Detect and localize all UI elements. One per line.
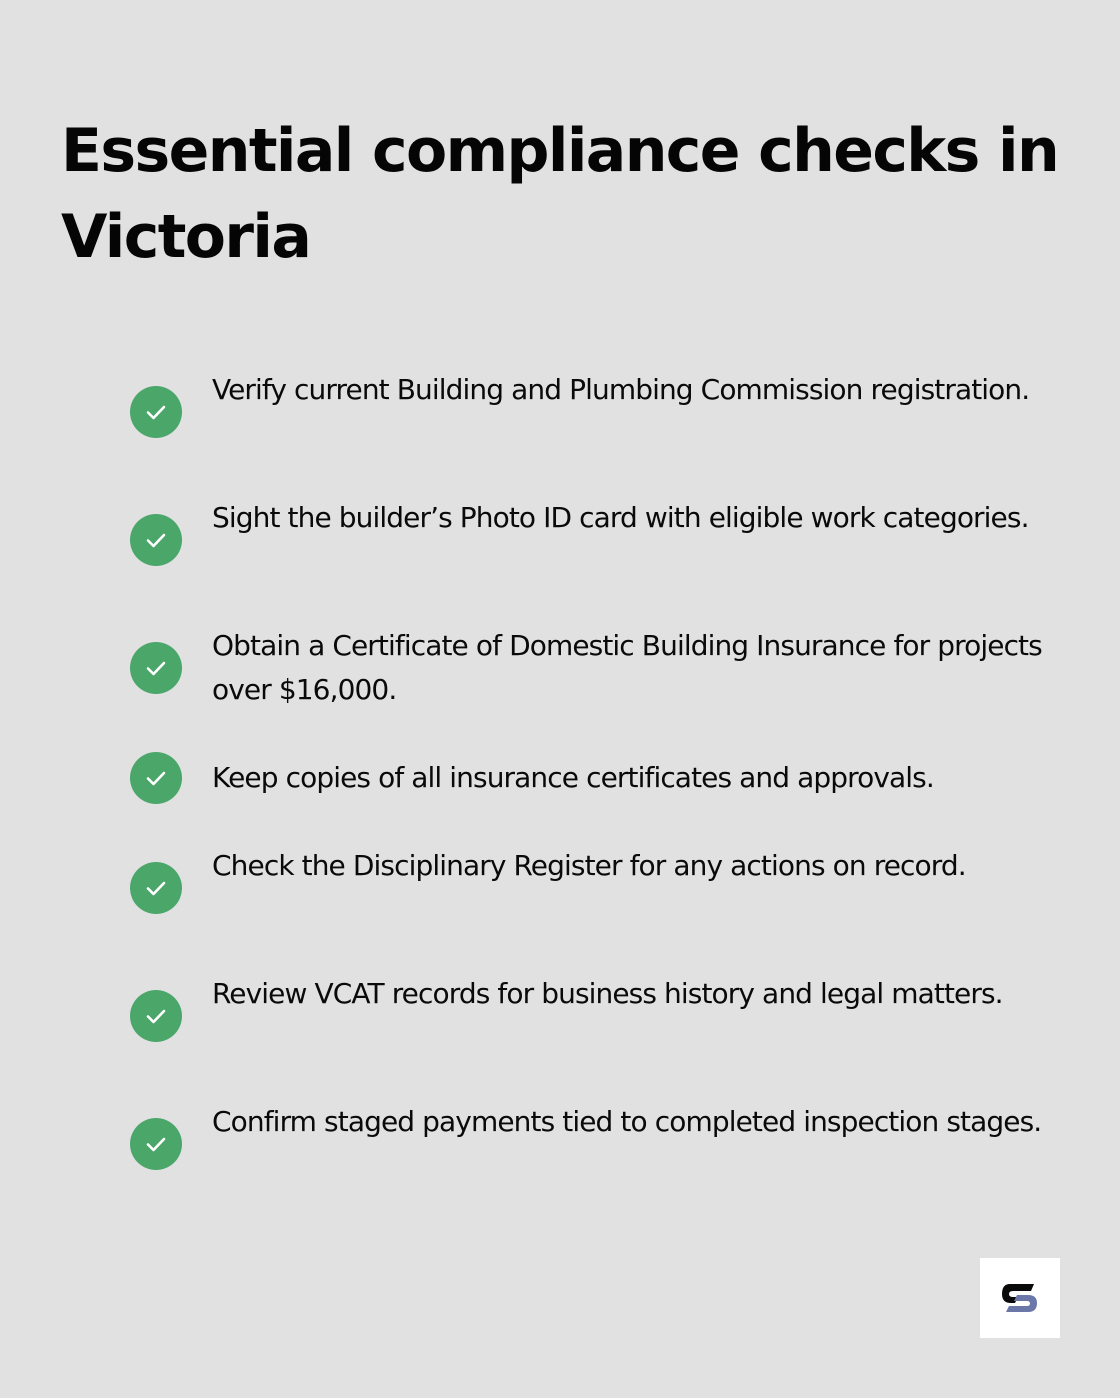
list-item xyxy=(130,1100,1050,1188)
check-circle-icon xyxy=(130,642,182,694)
check-circle-icon xyxy=(130,752,182,804)
list-item xyxy=(130,496,1050,584)
check-circle-icon xyxy=(130,386,182,438)
checklist-item-text: Keep copies of all insurance certificates and approvals. xyxy=(212,761,934,794)
checklist-item-text: Confirm staged payments tied to completed inspection stages. xyxy=(212,1105,1042,1138)
list-item xyxy=(130,972,1050,1060)
brand-logo-icon xyxy=(1000,1282,1040,1314)
list-item xyxy=(130,844,1050,932)
check-circle-icon xyxy=(130,514,182,566)
checklist-item-text: Review VCAT records for business history and legal matters. xyxy=(212,977,1003,1010)
checklist-item-text: Sight the builder’s Photo ID card with eligible work categories. xyxy=(212,501,1029,534)
check-circle-icon xyxy=(130,990,182,1042)
checklist-item-text: Obtain a Certificate of Domestic Building Insurance for projects over $16,000. xyxy=(212,629,1042,706)
check-circle-icon xyxy=(130,1118,182,1170)
brand-logo xyxy=(980,1258,1060,1338)
check-circle-icon xyxy=(130,862,182,914)
page-title: Essential compliance checks in Victoria xyxy=(61,116,1059,272)
list-item xyxy=(130,624,1050,712)
checklist-item-text: Check the Disciplinary Register for any actions on record. xyxy=(212,849,966,882)
list-item xyxy=(130,756,1050,800)
list-item xyxy=(130,368,1050,456)
checklist-item-text: Verify current Building and Plumbing Commission registration. xyxy=(212,373,1030,406)
